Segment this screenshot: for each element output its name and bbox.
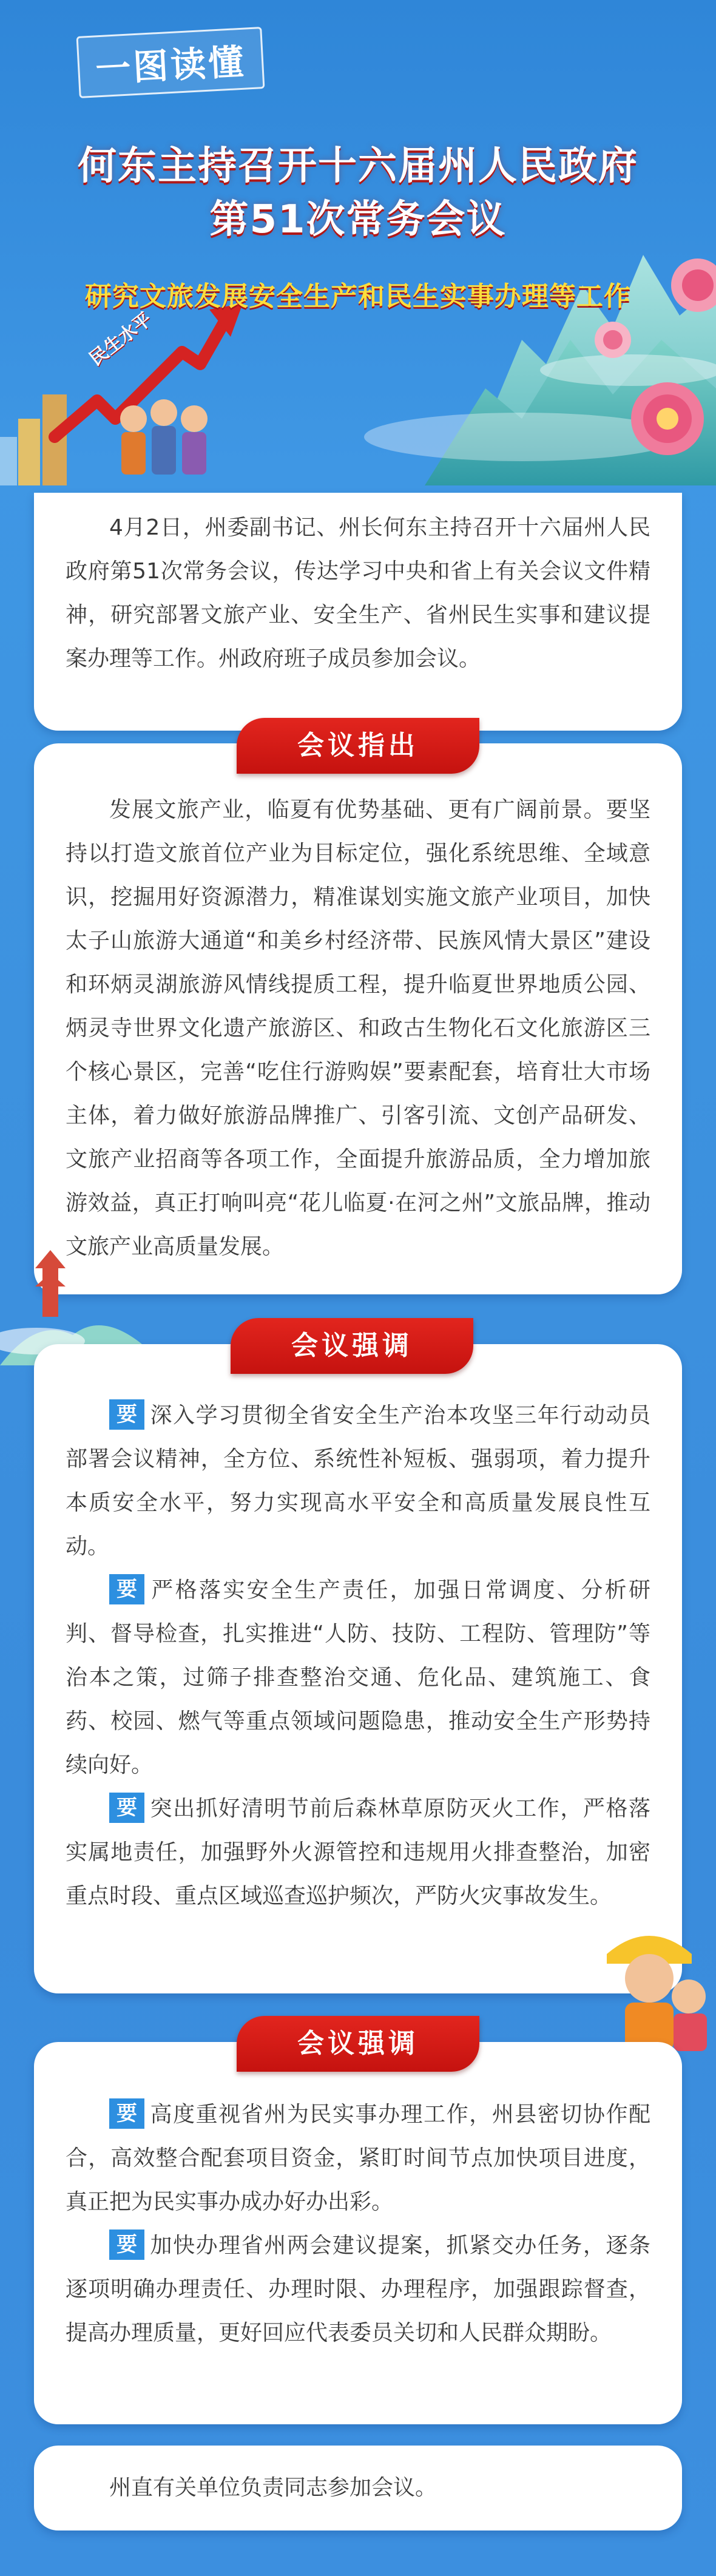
marker-badge: 要 [109, 1399, 144, 1430]
section3-item: 要 高度重视省州为民实事办理工作，州县密切协作配合，高效整合配套项目资金，紧盯时间节点加快项目进度，真正把为民实事办成办好办出彩。 [66, 2093, 650, 2224]
section1-heading: 会议指出 [237, 718, 479, 774]
footer-panel [34, 2446, 682, 2530]
arrow-label: 民生水平 [85, 308, 157, 370]
page-subtitle: 研究文旅发展安全生产和民生实事办理等工作 [85, 281, 631, 312]
people-illustration [120, 399, 208, 475]
marker-badge: 要 [109, 1574, 144, 1604]
section2-item: 要 突出抓好清明节前后森林草原防灭火工作，严格落实属地责任，加强野外火源管控和违规用火排查整治，加密重点时段、重点区域巡查巡护频次，严防火灾事故发生。 [66, 1787, 650, 1918]
page-title-line1: 何东主持召开十六届州人民政府 [78, 144, 638, 189]
section3-panel [34, 2042, 682, 2424]
infographic-tag: 一图读懂 [76, 27, 265, 98]
marker-badge: 要 [109, 2229, 144, 2260]
workers-illustration [583, 1905, 716, 2051]
footer-text: 州直有关单位负责同志参加会议。 [109, 2475, 437, 2500]
page-title-line2: 第51次常务会议 [209, 197, 507, 242]
section2-panel [34, 1344, 682, 1993]
section2-item: 要 深入学习贯彻全省安全生产治本攻坚三年行动动员部署会议精神，全方位、系统性补短板、强弱项，着力提升本质安全水平，努力实现高水平安全和高质量发展良性互动。 [66, 1394, 650, 1569]
marker-badge: 要 [109, 1793, 144, 1823]
intro-panel [34, 493, 682, 731]
intro-text: 4月2日，州委副书记、州长何东主持召开十六届州人民政府第51次常务会议，传达学习中央和省上有关会议文件精神，研究部署文旅产业、安全生产、省州民生实事和建议提案办理等工作。州政府班子成员参加会议。 [66, 515, 650, 671]
section3-item: 要 加快办理省州两会建议提案，抓紧交办任务，逐条逐项明确办理责任、办理时限、办理程序，加强跟踪督查，提高办理质量，更好回应代表委员关切和人民群众期盼。 [66, 2224, 650, 2355]
section2-heading: 会议强调 [231, 1318, 473, 1374]
section3-heading: 会议强调 [237, 2016, 479, 2072]
marker-badge: 要 [109, 2098, 144, 2129]
hero-banner [0, 0, 716, 485]
section1-panel [34, 743, 682, 1294]
section1-text: 发展文旅产业，临夏有优势基础、更有广阔前景。要坚持以打造文旅首位产业为目标定位，强化系统思维、全域意识，挖掘用好资源潜力，精准谋划实施文旅产业项目，加快太子山旅游大通道“和美乡村经济带、民族风情大景区”建设和环炳灵湖旅游风情线提质工程，提升临夏世界地质公园、炳灵寺世界文化遗产旅游区、和政古生物化石文化旅游区三个核心景区，完善“吃住行游购娱”要素配套，培育壮大市场主体，着力做好旅游品牌推广、引客引流、文创产品研发、文旅产业招商等各项工作，全面提升旅游品质，全力增加旅游效益，真正打响叫亮“花儿临夏·在河之州”文旅品牌，推动文旅产业高质量发展。 [66, 797, 650, 1259]
section2-item: 要 严格落实安全生产责任，加强日常调度、分析研判、督导检查，扎实推进“人防、技防、工程防、管理防”等治本之策，过筛子排查整治交通、危化品、建筑施工、食药、校园、燃气等重点领域问题隐患，推动安全生产形势持续向好。 [66, 1569, 650, 1787]
